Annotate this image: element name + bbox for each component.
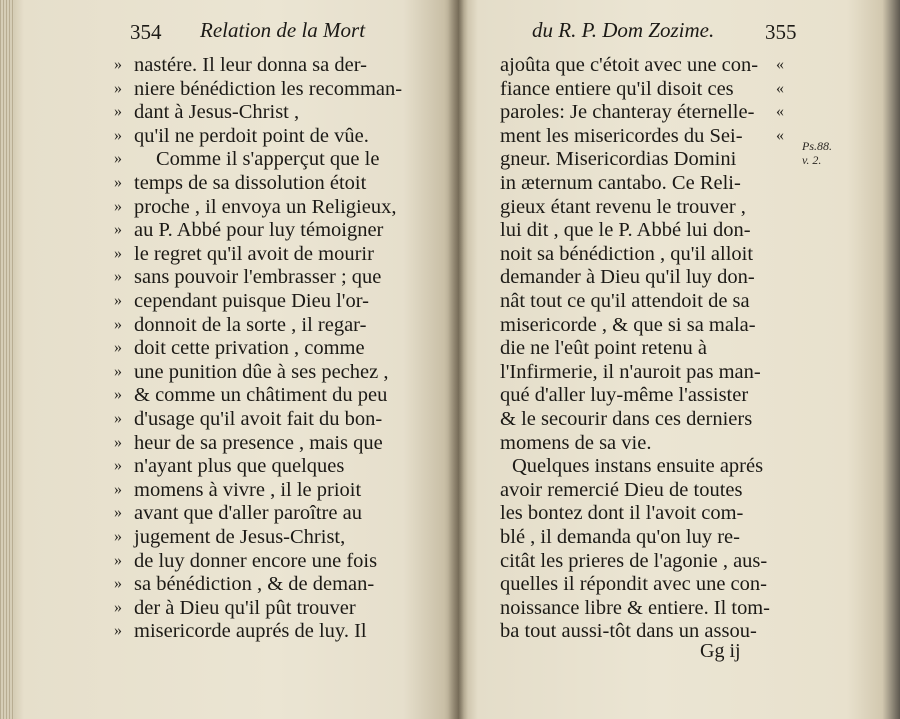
quote-mark: « (776, 56, 784, 73)
text-line: momens à vivre , il le prioit (134, 478, 362, 501)
quote-mark: » (114, 244, 122, 262)
text-line: une punition dûe à ses pechez , (134, 360, 389, 383)
text-line: d'usage qu'il avoit fait du bon- (134, 408, 383, 430)
text-line: dant à Jesus-Christ , (134, 101, 300, 124)
text-line: avoir remercié Dieu de toutes (500, 478, 743, 501)
quote-mark: » (114, 268, 122, 286)
right-page-number: 355 (765, 20, 797, 44)
text-line: der à Dieu qu'il pût trouver (134, 596, 356, 619)
text-line: in æternum cantabo. Ce Reli- (500, 172, 741, 194)
quote-mark: » (114, 504, 122, 522)
text-line: quelles il répondit avec une con- (500, 573, 767, 596)
text-line: nât tout ce qu'il attendoit de sa (500, 290, 750, 312)
quote-mark: » (114, 410, 122, 427)
text-line: lui dit , que le P. Abbé lui don- (500, 219, 751, 242)
text-line: de luy donner encore une fois (134, 549, 378, 572)
text-line: qu'il ne perdoit point de vûe. (134, 124, 369, 147)
text-line: heur de sa presence , mais que (134, 431, 383, 454)
left-running-head: Relation de la Mort (200, 18, 366, 42)
text-line: au P. Abbé pour luy témoigner (134, 219, 384, 242)
quote-mark: » (114, 315, 122, 333)
quote-mark: » (114, 362, 122, 380)
quote-mark: » (114, 197, 122, 215)
text-line: blé , il demanda qu'on luy re- (500, 526, 740, 548)
quote-mark: » (114, 79, 122, 97)
text-line: misericorde auprés de luy. Il (134, 620, 367, 643)
quote-mark: « (776, 126, 784, 144)
text-line: demander à Dieu qu'il luy don- (500, 266, 755, 289)
text-line: citât les prieres de l'agonie , aus- (500, 549, 768, 572)
text-line: doit cette privation , comme (134, 337, 365, 360)
left-page-number: 354 (130, 20, 162, 44)
quote-mark: » (114, 622, 122, 640)
text-line: cependant puisque Dieu l'or- (134, 290, 369, 312)
text-line: ment les misericordes du Sei- (500, 124, 743, 147)
page-edges (0, 0, 14, 719)
text-line: ba tout aussi-tôt dans un assou- (500, 620, 757, 643)
text-line: & le secourir dans ces derniers (500, 408, 753, 430)
quote-mark: » (114, 457, 122, 475)
text-line: temps de sa dissolution étoit (134, 172, 367, 194)
book-gutter (448, 0, 468, 719)
text-line: ajoûta que c'étoit avec une con- (500, 54, 759, 76)
text-line: proche , il envoya un Religieux, (134, 195, 397, 218)
text-line: noit sa bénédiction , qu'il alloit (500, 242, 754, 265)
text-line: sa bénédiction , & de deman- (134, 573, 375, 596)
text-line: le regret qu'il avoit de mourir (134, 242, 374, 265)
text-line: les bontez dont il l'avoit com- (500, 502, 744, 525)
text-line: l'Infirmerie, il n'auroit pas man- (500, 360, 761, 383)
text-line: donnoit de la sorte , il regar- (134, 313, 367, 336)
right-running-head: du R. P. Dom Zozime. (532, 18, 715, 42)
text-line: & comme un châtiment du peu (134, 384, 388, 407)
margin-note-line-1: Ps.88. (802, 139, 832, 153)
right-page (458, 0, 900, 719)
quote-mark: » (114, 551, 122, 569)
quote-mark: » (114, 221, 122, 239)
text-line: sans pouvoir l'embrasser ; que (134, 266, 382, 289)
quote-mark: » (114, 56, 122, 73)
text-line: nastére. Il leur donna sa der- (134, 54, 367, 76)
quote-mark: » (114, 433, 122, 451)
text-line: paroles: Je chanteray éternelle- (500, 101, 755, 124)
quote-mark: « (776, 79, 784, 97)
quote-mark: » (114, 528, 122, 545)
quote-mark: « (776, 103, 784, 121)
text-line: niere bénédiction les recomman- (134, 77, 403, 100)
text-line: n'ayant plus que quelques (134, 455, 345, 478)
text-line: gieux étant revenu le trouver , (500, 195, 746, 218)
margin-note-line-2: v. 2. (802, 153, 822, 167)
quote-mark: » (114, 150, 122, 168)
text-line: die ne l'eût point retenu à (500, 337, 707, 360)
quote-mark: » (114, 103, 122, 121)
quote-mark: » (114, 480, 122, 498)
text-line: Comme il s'apperçut que le (156, 148, 380, 171)
text-line: Quelques instans ensuite aprés (512, 455, 764, 478)
quote-mark: » (114, 292, 122, 309)
text-line: jugement de Jesus-Christ, (134, 526, 346, 548)
quote-mark: » (114, 598, 122, 616)
quote-mark: » (114, 174, 122, 191)
quote-mark: » (114, 386, 122, 404)
text-line: avant que d'aller paroître au (134, 502, 362, 525)
quote-mark: » (114, 339, 122, 357)
signature-mark: Gg ij (700, 640, 741, 662)
text-line: gneur. Misericordias Domini (500, 148, 737, 171)
text-line: qué d'aller luy-même l'assister (500, 384, 749, 407)
quote-mark: » (114, 126, 122, 144)
text-line: noissance libre & entiere. Il tom- (500, 596, 770, 619)
quote-mark: » (114, 575, 122, 593)
text-line: momens de sa vie. (500, 431, 652, 454)
text-line: misericorde , & que si sa mala- (500, 313, 756, 336)
text-line: fiance entiere qu'il disoit ces (500, 77, 734, 100)
